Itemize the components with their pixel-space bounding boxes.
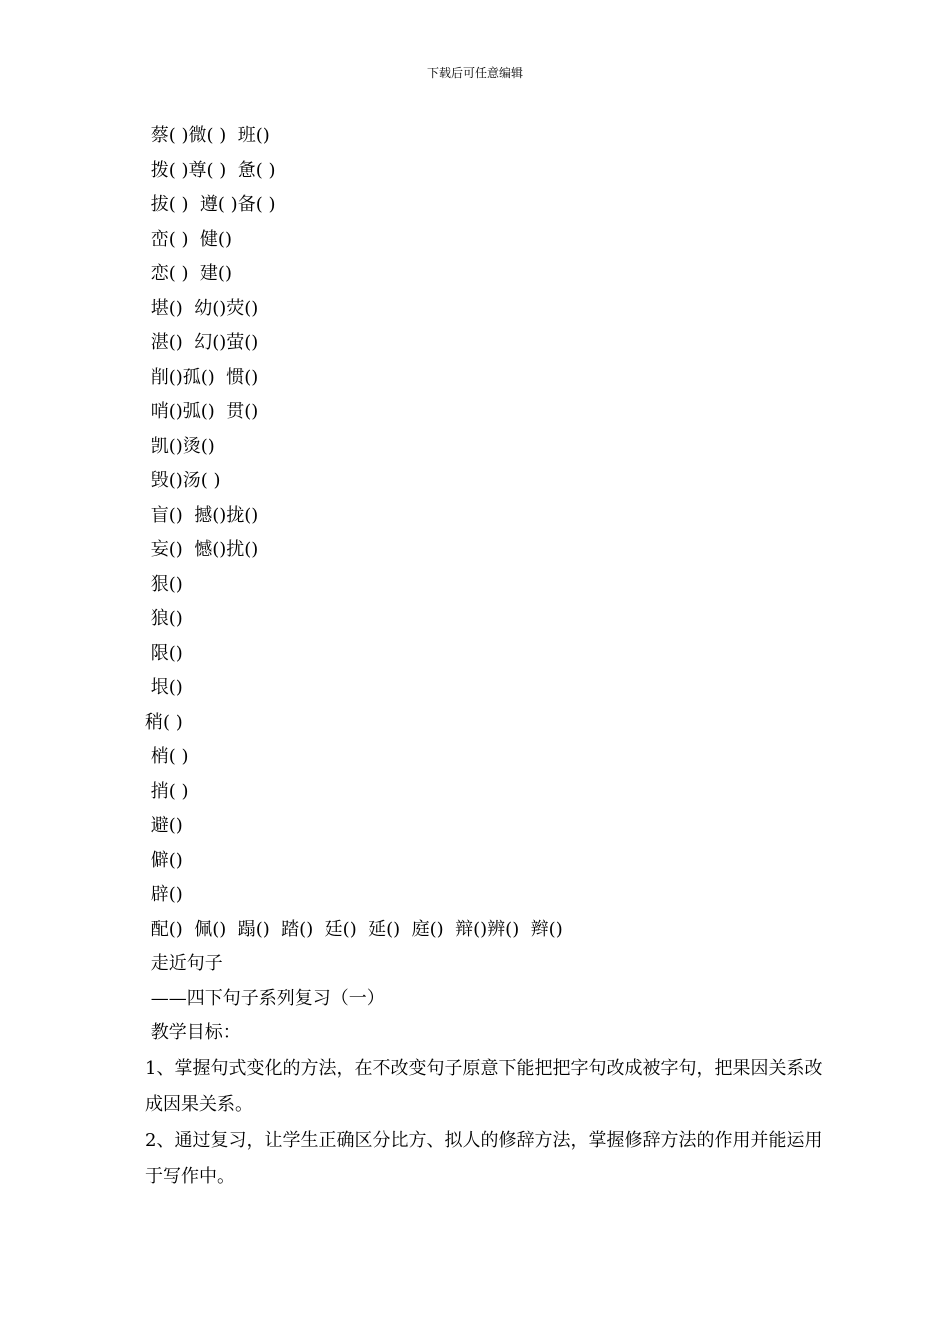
char-line: 稍( )	[145, 711, 183, 733]
char-line: 毁()汤( )	[145, 470, 221, 491]
char-line: 湛() 幻()萤()	[145, 332, 259, 353]
char-line: 妄() 憾()扰()	[145, 539, 259, 560]
char-line: 拨( )尊( ) 惫( )	[145, 159, 276, 181]
section-subtitle: ——四下句子系列复习（一）	[145, 987, 385, 1009]
document-body	[145, 119, 825, 1195]
char-line: 垠()	[145, 677, 183, 698]
char-line: 恋( ) 建()	[145, 263, 232, 284]
char-line: 限()	[145, 642, 183, 664]
char-line: 削()孤() 惯()	[145, 366, 259, 388]
char-line: 峦( ) 健()	[145, 228, 232, 250]
char-line: 避()	[145, 815, 183, 836]
char-line: 狼()	[145, 608, 183, 629]
char-line: 盲() 撼()拢()	[145, 504, 259, 526]
char-line: 狠()	[145, 573, 183, 595]
objective-item: 2、通过复习，让学生正确区分比方、拟人的修辞方法，掌握修辞方法的作用并能运用于写作中。	[145, 1129, 823, 1187]
objective-item: 1、掌握句式变化的方法，在不改变句子原意下能把把字句改成被字句，把果因关系改成因果关系。	[145, 1057, 823, 1115]
char-line: 拔( ) 遵( )备( )	[145, 194, 276, 215]
char-line: 哨()弧() 贯()	[145, 401, 259, 422]
char-line: 配() 佩() 蹋() 踏() 廷() 延() 庭() 辩()辨() 辫()	[145, 918, 563, 940]
char-line: 梢( )	[145, 746, 189, 767]
char-line: 凯()烫()	[145, 435, 215, 457]
char-line: 堪() 幼()荧()	[145, 297, 259, 319]
page-header: 下载后可任意编辑	[426, 66, 523, 80]
char-line: 辟()	[145, 884, 183, 905]
objectives-heading: 教学目标：	[145, 1022, 241, 1043]
section-title: 走近句子	[145, 953, 223, 974]
char-line: 蔡( )微( ) 班()	[145, 125, 270, 146]
char-line: 僻()	[145, 849, 183, 871]
char-line: 捎( )	[145, 780, 189, 802]
